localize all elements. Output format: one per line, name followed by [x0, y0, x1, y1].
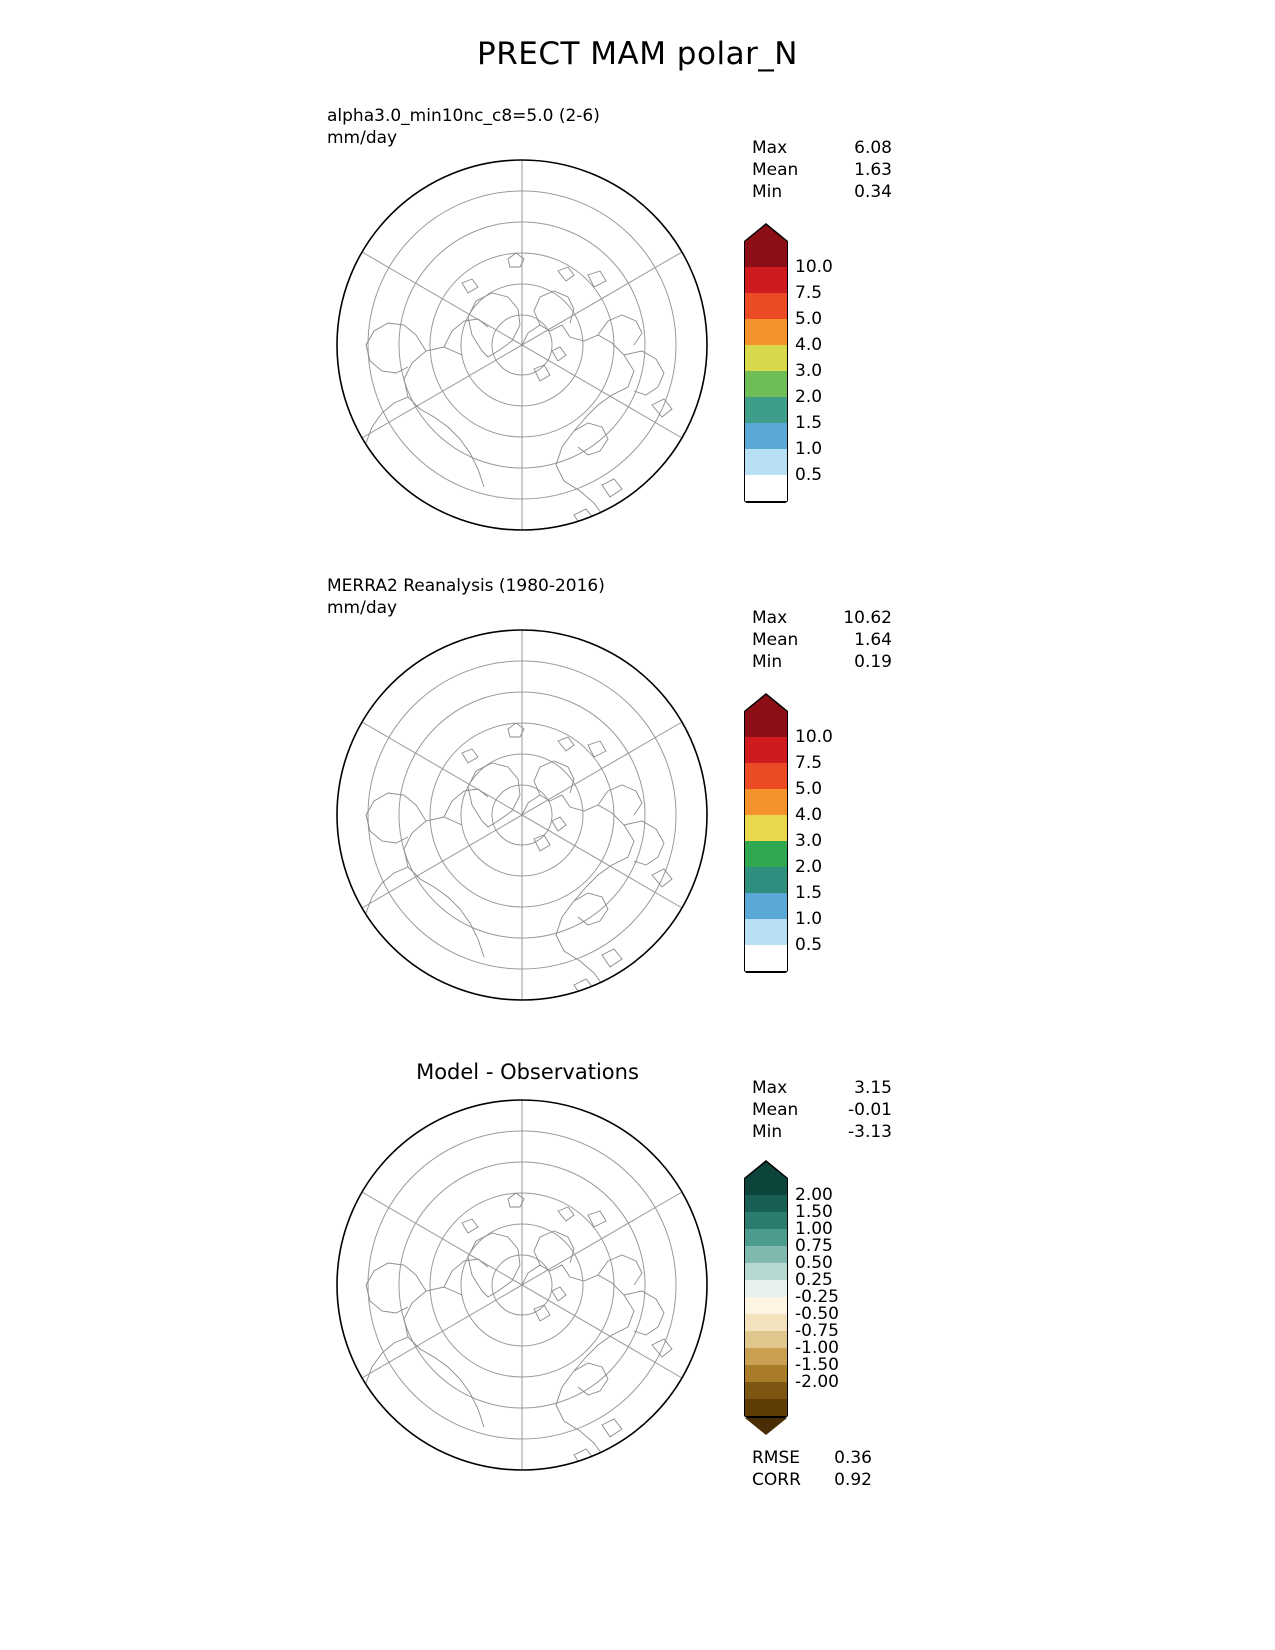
colorbar-tick: 1.0	[795, 439, 823, 459]
stat-row	[752, 182, 892, 204]
stat-label: Mean	[752, 1100, 799, 1120]
polar-map-difference	[312, 1095, 732, 1495]
stat-row	[752, 138, 892, 160]
colorbar-tick: 1.0	[795, 909, 823, 929]
colorbar-top-arrow	[744, 223, 788, 241]
colorbar-tick: 10.0	[795, 257, 833, 277]
panel-2-title: MERRA2 Reanalysis (1980-2016)	[327, 576, 605, 596]
polar-map-model	[312, 155, 732, 555]
stat-label: Max	[752, 1078, 788, 1098]
stat-label: Min	[752, 1122, 783, 1142]
stat-row	[752, 630, 892, 652]
colorbar-tick: 7.5	[795, 753, 823, 773]
stat-value: 10.62	[843, 608, 892, 628]
colorbar-tick: 1.5	[795, 883, 823, 903]
colorbar-tick: 0.75	[795, 1236, 833, 1256]
panel-1-units: mm/day	[327, 128, 398, 148]
stat-value: 6.08	[854, 138, 892, 158]
colorbar-tick: 5.0	[795, 779, 823, 799]
colorbar-segment	[745, 267, 823, 303]
colorbar-tick: 0.50	[795, 1253, 833, 1273]
colorbar-tick: -0.75	[795, 1321, 839, 1341]
colorbar-segment	[745, 241, 833, 277]
stat-value: 1.64	[854, 630, 892, 650]
colorbar-tick: 0.25	[795, 1270, 833, 1290]
panel-3-bottom-stats	[752, 1448, 872, 1492]
stat-row	[752, 1100, 892, 1122]
colorbar-body	[744, 1178, 839, 1416]
colorbar-tick: 2.00	[795, 1185, 833, 1205]
colorbar-bottom-arrow	[744, 501, 788, 519]
stat-label: Mean	[752, 160, 799, 180]
colorbar-tick: 1.50	[795, 1202, 833, 1222]
colorbar-segment	[745, 711, 833, 747]
colorbar-difference	[744, 1160, 839, 1434]
colorbar-tick: -0.50	[795, 1304, 839, 1324]
colorbar-tick: 3.0	[795, 361, 823, 381]
colorbar-tick: -0.25	[795, 1287, 839, 1307]
stat-value: 1.63	[854, 160, 892, 180]
stat-label: RMSE	[752, 1448, 801, 1468]
colorbar-tick: 0.5	[795, 935, 823, 955]
colorbar-tick: 2.0	[795, 387, 823, 407]
colorbar-tick: 7.5	[795, 283, 823, 303]
colorbar-tick: 5.0	[795, 309, 823, 329]
stat-label: Min	[752, 182, 783, 202]
stat-value: 0.19	[854, 652, 892, 672]
stat-value: 0.92	[834, 1470, 872, 1490]
colorbar-tick: -1.50	[795, 1355, 839, 1375]
colorbar-top-arrow	[744, 693, 788, 711]
colorbar-tick: 0.5	[795, 465, 823, 485]
colorbar-top-arrow	[744, 1160, 788, 1178]
colorbar-tick: 3.0	[795, 831, 823, 851]
panel-2-stats	[752, 608, 892, 674]
colorbar-observations	[744, 693, 833, 989]
colorbar-segment	[745, 1280, 839, 1307]
panel-3-stats	[752, 1078, 892, 1144]
stat-row	[752, 1122, 892, 1144]
panel-1-title: alpha3.0_min10nc_c8=5.0 (2-6)	[327, 106, 600, 126]
stat-row	[752, 1470, 872, 1492]
stat-value: 0.36	[834, 1448, 872, 1468]
stat-value: -3.13	[848, 1122, 892, 1142]
stat-label: CORR	[752, 1470, 801, 1490]
colorbar-tick: 1.00	[795, 1219, 833, 1239]
colorbar-segment	[745, 945, 787, 971]
colorbar-tick: 10.0	[795, 727, 833, 747]
colorbar-tick: 4.0	[795, 805, 823, 825]
colorbar-segment	[745, 1399, 787, 1416]
colorbar-tick: 4.0	[795, 335, 823, 355]
stat-row	[752, 1448, 872, 1470]
stat-label: Max	[752, 138, 788, 158]
colorbar-tick: -1.00	[795, 1338, 839, 1358]
panel-2-units: mm/day	[327, 598, 398, 618]
stat-label: Min	[752, 652, 783, 672]
colorbar-body	[744, 711, 833, 971]
colorbar-segment	[745, 1178, 833, 1205]
colorbar-segment	[745, 475, 787, 501]
colorbar-model	[744, 223, 833, 519]
stat-row	[752, 608, 892, 630]
colorbar-segment	[745, 737, 823, 773]
panel-3-title: Model - Observations	[416, 1060, 639, 1084]
colorbar-tick: 2.0	[795, 857, 823, 877]
polar-map-observations	[312, 625, 732, 1025]
panel-1-stats	[752, 138, 892, 204]
colorbar-tick: 1.5	[795, 413, 823, 433]
colorbar-bottom-arrow	[744, 971, 788, 989]
colorbar-body	[744, 241, 833, 501]
stat-row	[752, 652, 892, 674]
stat-row	[752, 1078, 892, 1100]
colorbar-bottom-arrow	[744, 1416, 788, 1434]
colorbar-tick: -2.00	[795, 1372, 839, 1392]
colorbar-segment	[745, 1382, 787, 1399]
stat-label: Max	[752, 608, 788, 628]
stat-row	[752, 160, 892, 182]
stat-label: Mean	[752, 630, 799, 650]
stat-value: 3.15	[854, 1078, 892, 1098]
stat-value: 0.34	[854, 182, 892, 202]
stat-value: -0.01	[848, 1100, 892, 1120]
figure-title: PRECT MAM polar_N	[477, 36, 798, 72]
